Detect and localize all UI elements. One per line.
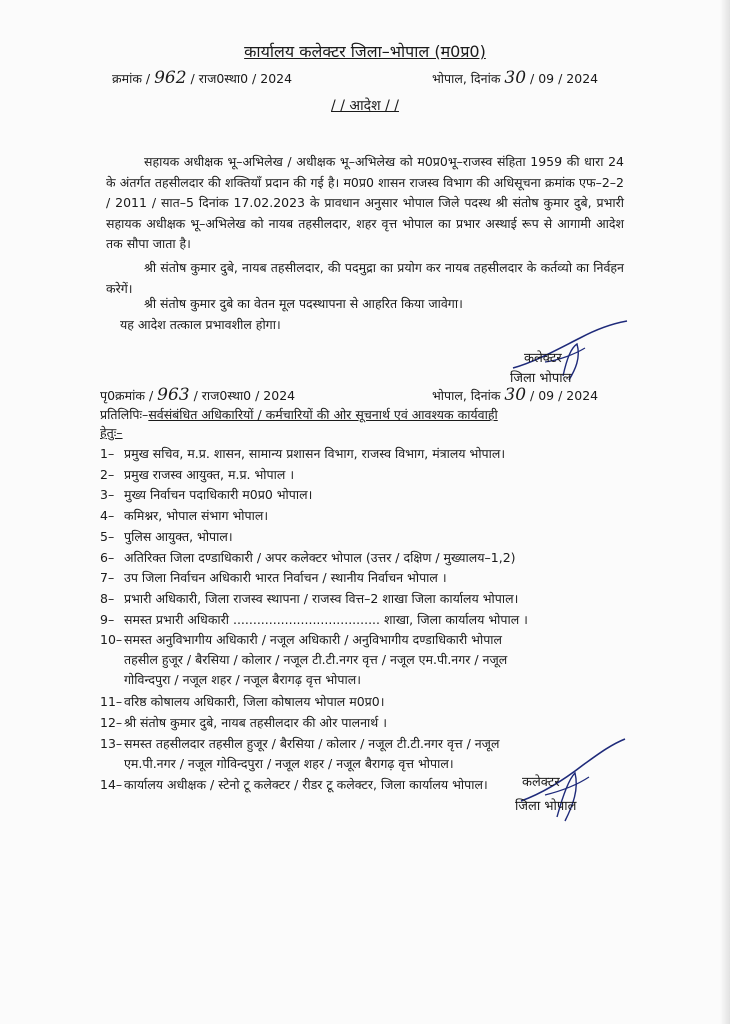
- order-paragraph-4: यह आदेश तत्काल प्रभावशील होगा।: [120, 317, 281, 332]
- recipient-item: [100, 713, 620, 733]
- recipient-number: 6–: [100, 549, 115, 565]
- copy-date-line: [432, 385, 598, 405]
- recipient-line: [100, 610, 620, 630]
- recipient-number: 7–: [100, 570, 115, 586]
- recipient-line: [100, 670, 620, 690]
- recipient-item: [100, 485, 620, 505]
- recipient-number: 5–: [100, 528, 115, 544]
- signature-1-district: जिला भोपाल: [510, 371, 572, 386]
- recipient-line: [100, 589, 620, 609]
- recipient-number: 4–: [100, 508, 115, 524]
- recipient-line: [100, 692, 620, 712]
- signature-2-title: कलेक्टर: [522, 775, 560, 790]
- copy-to-line: [100, 406, 498, 423]
- recipient-item: [100, 527, 620, 547]
- order-paragraph-3: श्री संतोष कुमार दुबे का वेतन मूल पदस्थापना से आहरित किया जावेगा।: [144, 296, 463, 311]
- recipient-number: 10–: [100, 632, 123, 648]
- recipient-item: [100, 610, 620, 630]
- recipient-text: अतिरिक्त जिला दण्डाधिकारी / अपर कलेक्टर भोपाल (उत्तर / दक्षिण / मुख्यालय–1,2): [124, 549, 516, 565]
- recipient-item: [100, 568, 620, 588]
- order-paragraph-2: श्री संतोष कुमार दुबे, नायब तहसीलदार, की पदमुद्रा का प्रयोग कर नायब तहसीलदार के कर्तव्यो का निर्वहन करेगें।: [106, 260, 624, 296]
- copy-no-value: 963: [157, 385, 190, 405]
- order-no-prefix: क्रमांक /: [112, 71, 151, 86]
- order-no-value: 962: [154, 68, 187, 88]
- recipient-text: मुख्य निर्वाचन पदाधिकारी म0प्र0 भोपाल।: [124, 487, 313, 503]
- copy-no-prefix: पृ0क्रमांक /: [100, 388, 154, 403]
- signature-2-district: जिला भोपाल: [515, 799, 577, 814]
- copy-no-suffix: / राज0स्था0 / 2024: [193, 388, 296, 403]
- recipient-text: पुलिस आयुक्त, भोपाल।: [124, 528, 233, 544]
- copy-place-date-prefix: भोपाल, दिनांक: [432, 388, 501, 403]
- copy-date-day: 30: [504, 385, 527, 405]
- recipient-line: [100, 630, 620, 650]
- recipient-text: प्रमुख राजस्व आयुक्त, म.प्र. भोपाल ।: [124, 466, 295, 482]
- copy-to-label: प्रतिलिपिः–: [100, 407, 149, 422]
- signature-1-title: कलेक्टर: [524, 351, 562, 366]
- recipient-line: [100, 713, 620, 733]
- copy-date-suffix: / 09 / 2024: [530, 388, 599, 403]
- recipient-line: [100, 527, 620, 547]
- order-date-suffix: / 09 / 2024: [530, 71, 599, 86]
- recipient-item: [100, 506, 620, 526]
- recipient-item: [100, 630, 620, 690]
- order-heading: / / आदेश / /: [331, 98, 399, 114]
- office-title: कार्यालय कलेक्टर जिला–भोपाल (म0प्र0): [244, 42, 486, 61]
- recipient-text: प्रमुख सचिव, म.प्र. शासन, सामान्य प्रशासन विभाग, राजस्व विभाग, मंत्रालय भोपाल।: [124, 446, 506, 461]
- recipient-text: वरिष्ठ कोषालय अधिकारी, जिला कोषालय भोपाल म0प्र0।: [124, 694, 385, 710]
- recipient-number: 13–: [100, 735, 123, 751]
- recipient-item: [100, 692, 620, 712]
- recipient-text: गोविन्दपुरा / नजूल शहर / नजूल बैरागढ़ वृत्त भोपाल।: [124, 672, 361, 688]
- recipient-text: प्रभारी अधिकारी, जिला राजस्व स्थापना / राजस्व वित्त–2 शाखा जिला कार्यालय भोपाल।: [124, 590, 519, 606]
- copy-to-text: सर्वसंबंधित अधिकारियों / कर्मचारियों की ओर सूचनार्थ एवं आवश्यक कार्यवाही: [148, 407, 498, 422]
- recipient-text: तहसील हुजूर / बैरसिया / कोलार / नजूल टी.टी.नगर वृत्त / नजूल एम.पी.नगर / नजूल: [124, 652, 508, 668]
- recipient-line: [100, 465, 620, 485]
- recipient-line: [100, 568, 620, 588]
- order-number-line: [112, 68, 292, 88]
- recipient-number: 3–: [100, 487, 115, 503]
- recipient-text: उप जिला निर्वाचन अधिकारी भारत निर्वाचन / स्थानीय निर्वाचन भोपाल ।: [124, 570, 447, 586]
- recipient-line: [100, 506, 620, 526]
- recipient-number: 8–: [100, 590, 115, 606]
- order-paragraph-1: सहायक अधीक्षक भू–अभिलेख / अधीक्षक भू–अभिलेख को म0प्र0भू–राजस्व संहिता 1959 की धारा 24 के अंतर्गत तहसीलदार की शक्तियाँ प्रदान की गई है। म0प्र0 शासन राजस्व विभाग की अधिसूचना क्रमांक एफ–2–2 / 2011 / सात–5 दिनांक 17.02.2023 के प्रावधान अनुसार भोपाल जिले पदस्थ श्री संतोष कुमार दुबे, प्रभारी सहायक अधीक्षक भू–अभिलेख को नायब तहसीलदार, शहर वृत्त भोपाल का प्रभार अस्थाई रूप से आगामी आदेश तक सौपा जाता है।: [106, 154, 624, 251]
- recipient-text: श्री संतोष कुमार दुबे, नायब तहसीलदार की ओर पालनार्थ ।: [124, 715, 387, 731]
- recipient-number: 11–: [100, 694, 123, 710]
- recipient-item: [100, 444, 620, 464]
- recipient-line: [100, 548, 620, 568]
- recipient-item: [100, 465, 620, 485]
- recipient-text: समस्त अनुविभागीय अधिकारी / नजूल अधिकारी / अनुविभागीय दण्डाधिकारी भोपाल: [124, 632, 503, 648]
- recipient-text: कार्यालय अधीक्षक / स्टेनो टू कलेक्टर / रीडर टू कलेक्टर, जिला कार्यालय भोपाल।: [124, 777, 488, 793]
- order-no-suffix: / राज0स्था0 / 2024: [190, 71, 293, 86]
- recipient-number: 1–: [100, 446, 115, 461]
- page-edge-shadow: [720, 0, 730, 1024]
- order-place-date-prefix: भोपाल, दिनांक: [432, 71, 501, 86]
- recipient-number: 14–: [100, 777, 123, 793]
- order-date-line: [432, 68, 598, 88]
- recipient-line: [100, 650, 620, 670]
- recipient-line: [100, 444, 620, 464]
- recipient-item: [100, 548, 620, 568]
- recipient-text: समस्त प्रभारी अधिकारी ..................................... शाखा, जिला कार्यालय भोपाल ।: [124, 611, 528, 627]
- recipient-text: एम.पी.नगर / नजूल गोविन्दपुरा / नजूल शहर / नजूल बैरागढ़ वृत्त भोपाल।: [124, 755, 454, 771]
- recipient-text: कमिश्नर, भोपाल संभाग भोपाल।: [124, 508, 269, 524]
- recipient-item: [100, 589, 620, 609]
- copy-to-text-continued: हेतुः–: [100, 425, 123, 440]
- copy-number-line: [100, 385, 295, 405]
- recipient-number: 12–: [100, 715, 123, 731]
- recipient-number: 9–: [100, 611, 115, 627]
- recipient-text: समस्त तहसीलदार तहसील हुजूर / बैरसिया / कोलार / नजूल टी.टी.नगर वृत्त / नजूल: [124, 735, 500, 751]
- recipient-number: 2–: [100, 466, 115, 482]
- order-date-day: 30: [504, 68, 527, 88]
- recipient-line: [100, 485, 620, 505]
